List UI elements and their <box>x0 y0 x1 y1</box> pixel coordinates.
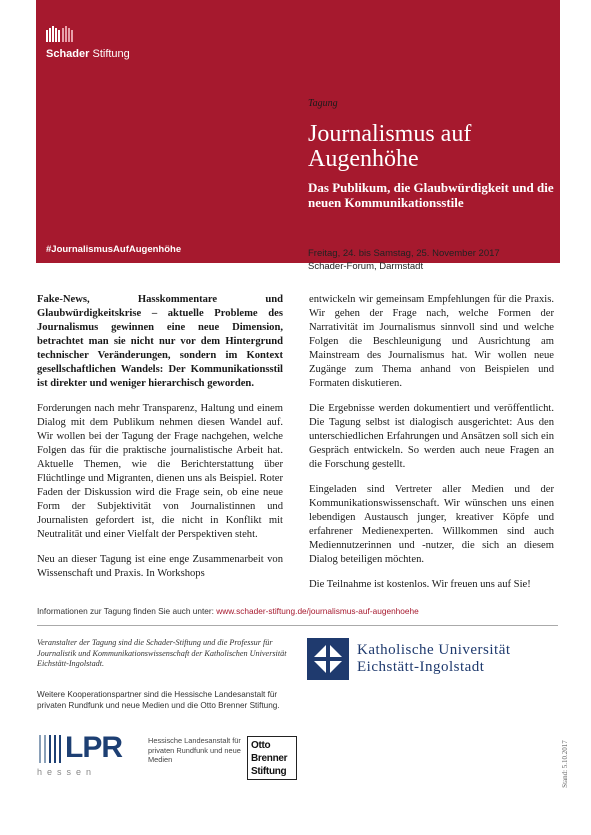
event-link[interactable]: www.schader-stiftung.de/journalismus-auf-augenhoehe <box>216 606 419 616</box>
info-line <box>37 606 419 616</box>
obs-line2: Brenner <box>251 753 288 764</box>
event-details <box>308 247 500 273</box>
divider <box>37 625 558 626</box>
paragraph: Neu an dieser Tagung ist eine enge Zusammenarbeit von Wissenschaft und Praxis. In Workshops <box>37 554 283 579</box>
page-subtitle: Das Publikum, die Glaubwürdigkeit und die neuen Kommunikationsstile <box>308 180 554 210</box>
lead-paragraph: Fake-News, Hasskommentare und Glaubwürdigkeitskrise – aktuelle Probleme des Journalismus gewinnen eine neue Dimension, betrachtet man sie nicht nur vor dem Hintergrund technischer Veränderungen, sondern im Kontext gesellschaftlichen Wandels: Der Kommunikationsstil ist direkter und weniger hierarchisch geworden. <box>37 294 283 389</box>
obs-line3: Stiftung <box>251 766 287 777</box>
header-banner <box>36 0 560 263</box>
cooperation-text: Weitere Kooperationspartner sind die Hessische Landesanstalt für privaten Rundfunk und neue Medien und die Otto Brenner Stiftung. <box>37 690 280 710</box>
logo-wordmark: Schader Stiftung <box>46 48 130 60</box>
logo-mark-icon <box>46 26 80 48</box>
stand-date-text: Stand: 5.10.2017 <box>561 740 569 788</box>
university-name-line1: Katholische Universität <box>357 642 511 658</box>
paragraph: Die Ergebnisse werden dokumentiert und veröffentlicht. Die Tagung selbst ist dialogisch ausgerichtet: Aus den unterschiedlichen Erfahrungen und Ansätzen soll sich ein Gespräch entwickeln. So werden auch neue Fragen an die Forschung gestellt. <box>309 403 554 470</box>
university-name-line2: Eichstätt-Ingolstadt <box>357 659 485 675</box>
event-type-label: Tagung <box>308 98 338 109</box>
paragraph: Forderungen nach mehr Transparenz, Haltung und einem Dialog mit dem Publikum nehmen diesen Wandel auf. Wir wollen bei der Tagung der Frage nachgehen, welche Folgen das für die praktische journalistische Arbeit hat. Aktuelle Themen, wie die Berichterstattung über Flüchtlinge und Migranten, dienen uns als Beispiel. Roter Faden der Diskussion wird die Frage sein, ob eine neue Form der Subjektivität von Journalistinnen und Journalisten gefordert ist, die nicht in Konflikt mit Neutralität und einer Vielfalt der Perspektiven steht. <box>37 403 283 540</box>
lpr-subtitle: hessen <box>37 767 97 777</box>
stand-date <box>560 722 570 812</box>
otto-brenner-logo <box>247 736 297 780</box>
obs-wordmark <box>251 739 287 778</box>
paragraph: entwickeln wir gemeinsam Empfehlungen für die Praxis. Wir gehen der Frage nach, welche Formen der Narrativität im Journalismus sinnvoll sind und welche Folgen die Beschleunigung und Ausrichtung am Mainstream des Journalismus hat. Wir wollen neue Zugänge zum Thema anhand von Beispielen und Formaten diskutieren. <box>309 294 554 389</box>
event-date: Freitag, 24. bis Samstag, 25. November 2017 <box>308 248 500 259</box>
lpr-description: Hessische Landesanstalt für privaten Rundfunk und neue Medien <box>148 736 241 764</box>
obs-line1: Otto <box>251 740 271 751</box>
event-venue: Schader-Forum, Darmstadt <box>308 261 424 272</box>
schader-logo <box>46 26 156 66</box>
paragraph: Eingeladen sind Vertreter aller Medien und der Kommunikationswissenschaft. Wir wünschen uns einen lebendigen Austausch junger, kreativer Köpfe und erfahrener Medienexperten. Willkommen sind auch Mediennutzerinnen und -nutzer, die sich an diesem Dialog beteiligen möchten. <box>309 484 554 565</box>
lpr-wordmark: LPR <box>65 731 122 764</box>
body-column-right <box>309 293 554 603</box>
paragraph: Die Teilnahme ist kostenlos. Wir freuen uns auf Sie! <box>309 579 531 590</box>
ku-eichstaett-logo <box>307 638 557 680</box>
page-title: Journalismus auf Augenhöhe <box>308 121 472 172</box>
hashtag: #JournalismusAufAugenhöhe <box>46 244 182 255</box>
university-shield-icon <box>307 638 349 680</box>
body-column-left <box>37 293 283 592</box>
organizers-text: Veranstalter der Tagung sind die Schader-Stiftung und die Professur für Journalistik und Kommunikationswissenschaft der Katholischen Universität Eichstätt-Ingolstadt. <box>37 638 287 668</box>
lpr-hessen-logo <box>37 733 132 778</box>
lpr-bars-icon <box>37 735 67 763</box>
university-name <box>357 642 511 676</box>
info-text: Informationen zur Tagung finden Sie auch unter: <box>37 606 217 616</box>
